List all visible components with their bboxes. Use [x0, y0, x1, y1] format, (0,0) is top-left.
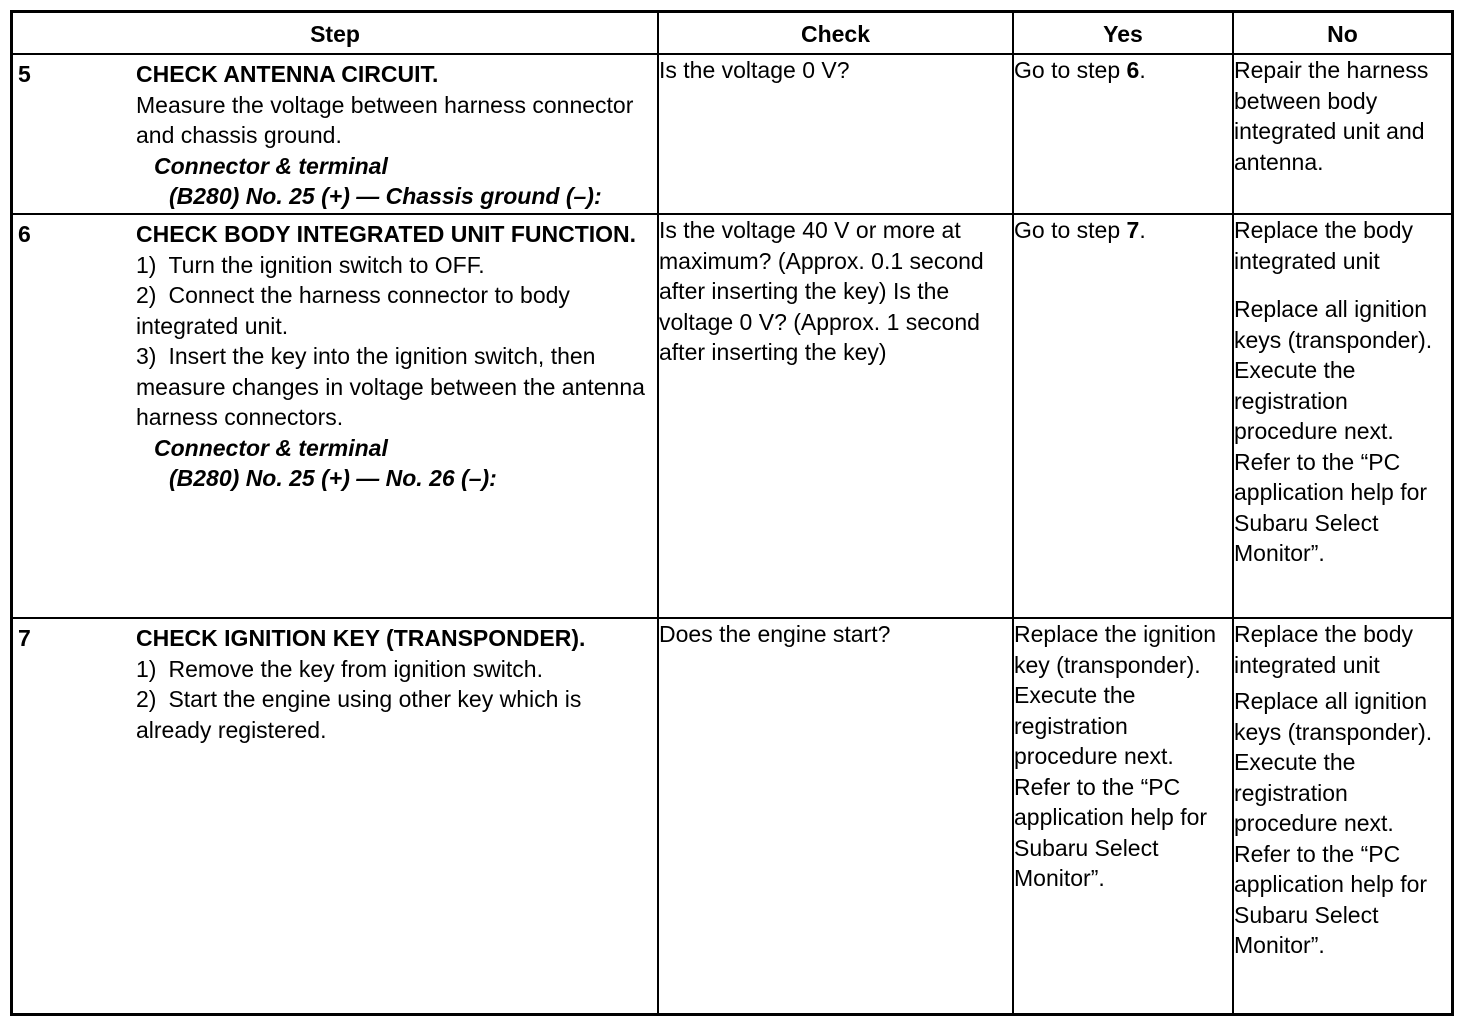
diagnostic-table — [13, 13, 1451, 1013]
step-cell — [13, 618, 658, 1013]
check-cell — [658, 54, 1013, 214]
sub-item-number: 1) — [136, 655, 157, 682]
step-sub-item — [136, 684, 653, 745]
no-cell — [1233, 618, 1451, 1013]
yes-prefix: Go to step — [1014, 57, 1127, 83]
sub-item-number: 2) — [136, 282, 157, 308]
table-row — [13, 54, 1451, 214]
no-text-primary: Replace the body integrated unit — [1234, 621, 1414, 678]
header-step: Step — [13, 13, 658, 54]
step-body — [136, 619, 657, 745]
header-yes: Yes — [1013, 13, 1233, 54]
step-body — [136, 215, 657, 494]
sub-item-text: Connect the harness connector to body integrated unit. — [136, 282, 570, 339]
step-title: CHECK IGNITION KEY (TRANSPONDER). — [136, 625, 586, 651]
step-sub-item — [136, 250, 653, 281]
sub-item-text: Insert the key into the ignition switch, then measure changes in voltage between the antenna harness connectors. — [136, 343, 645, 430]
no-text: Repair the harness between body integrated unit and antenna. — [1234, 57, 1429, 175]
yes-cell — [1013, 618, 1233, 1013]
step-text: Measure the voltage between harness connector and chassis ground. — [136, 91, 634, 148]
sub-item-text: Remove the key from ignition switch. — [168, 655, 543, 682]
check-text: Is the voltage 40 V or more at maximum? (Approx. 0.1 second after inserting the key) Is the voltage 0 V? (Approx. 1 second after inserting the key) — [659, 217, 984, 365]
step-sub-item — [136, 280, 653, 341]
step-cell — [13, 54, 658, 214]
no-text-primary: Replace the body integrated unit — [1234, 217, 1414, 274]
yes-step-ref: 7 — [1126, 217, 1140, 243]
sub-item-text: Start the engine using other key which is already registered. — [136, 686, 582, 743]
check-text: Does the engine start? — [659, 621, 891, 647]
yes-cell — [1013, 214, 1233, 618]
sub-item-number: 1) — [136, 251, 157, 278]
step-number: 5 — [18, 61, 31, 87]
step-number: 7 — [18, 625, 31, 651]
yes-text — [1014, 215, 1232, 246]
check-text: Is the voltage 0 V? — [659, 57, 850, 83]
yes-prefix: Go to step — [1014, 217, 1127, 243]
diagnostic-procedure-sheet — [10, 10, 1454, 1016]
check-cell — [658, 214, 1013, 618]
header-check: Check — [658, 13, 1013, 54]
no-cell — [1233, 54, 1451, 214]
header-no: No — [1233, 13, 1451, 54]
no-text-secondary: Replace all ignition keys (transponder). Execute the registration procedure next. Refer to the “PC application help for Subaru Select Monitor”. — [1234, 296, 1433, 566]
yes-suffix: . — [1139, 57, 1146, 83]
no-text-secondary: Replace all ignition keys (transponder). Execute the registration procedure next. Refer to the “PC application help for Subaru Select Monitor”. — [1234, 688, 1433, 958]
step-title: CHECK ANTENNA CIRCUIT. — [136, 61, 439, 87]
yes-text: Replace the ignition key (transponder). Execute the registration procedure next. Refer to the “PC application help for Subaru Select Monitor”. — [1014, 621, 1217, 891]
yes-suffix: . — [1139, 217, 1146, 243]
sub-item-number: 2) — [136, 686, 157, 712]
yes-text — [1014, 55, 1232, 86]
connector-label: Connector & terminal — [154, 152, 388, 179]
step-cell — [13, 214, 658, 618]
connector-terminal: (B280) No. 25 (+) — No. 26 (–): — [169, 465, 497, 491]
sub-item-number: 3) — [136, 343, 157, 369]
step-sub-item — [136, 341, 653, 433]
table-row — [13, 618, 1451, 1013]
no-cell — [1233, 214, 1451, 618]
check-cell — [658, 618, 1013, 1013]
connector-label: Connector & terminal — [154, 434, 388, 461]
yes-cell — [1013, 54, 1233, 214]
yes-step-ref: 6 — [1126, 57, 1140, 83]
connector-terminal: (B280) No. 25 (+) — Chassis ground (–): — [169, 183, 602, 209]
step-number: 6 — [18, 221, 31, 247]
step-body — [136, 55, 657, 212]
step-title: CHECK BODY INTEGRATED UNIT FUNCTION. — [136, 221, 637, 247]
sub-item-text: Turn the ignition switch to OFF. — [168, 251, 485, 278]
table-header-row — [13, 13, 1451, 54]
step-sub-item — [136, 654, 653, 685]
table-row — [13, 214, 1451, 618]
